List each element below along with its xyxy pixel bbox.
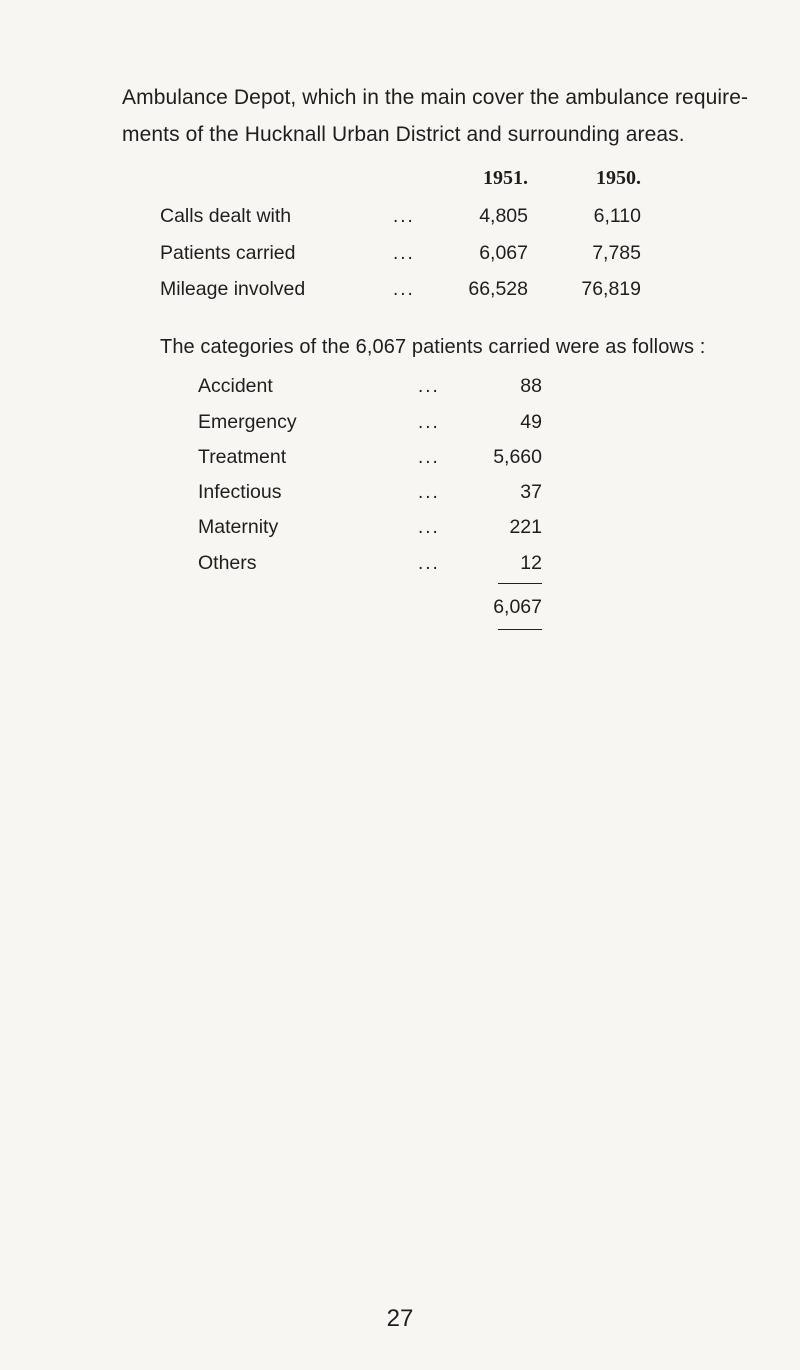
category-label: Maternity	[198, 516, 279, 538]
leader-dots: ...	[418, 517, 440, 538]
summary-value-1950: 76,819	[581, 278, 641, 300]
category-value: 221	[509, 516, 542, 538]
column-header-1950: 1950.	[596, 167, 641, 189]
category-label: Others	[198, 552, 257, 574]
summary-value-1951: 6,067	[479, 242, 528, 264]
category-total: 6,067	[493, 596, 542, 618]
category-value: 88	[520, 375, 542, 397]
intro-line-1: Ambulance Depot, which in the main cover the ambulance require-	[122, 86, 749, 109]
leader-dots: ...	[393, 206, 415, 227]
leader-dots: ...	[393, 279, 415, 300]
leader-dots: ...	[418, 412, 440, 433]
total-rule-bottom	[498, 629, 542, 630]
page-number: 27	[386, 1305, 414, 1332]
summary-value-1951: 4,805	[479, 205, 528, 227]
intro-line-2: ments of the Hucknall Urban District and surrounding areas.	[122, 123, 685, 146]
total-rule-top	[498, 583, 542, 584]
category-value: 49	[520, 411, 542, 433]
summary-row-label: Patients carried	[160, 242, 296, 264]
category-label: Treatment	[198, 446, 287, 468]
summary-row-label: Mileage involved	[160, 278, 306, 300]
category-label: Emergency	[198, 411, 297, 433]
category-label: Accident	[198, 375, 273, 397]
category-value: 37	[520, 481, 542, 503]
categories-intro: The categories of the 6,067 patients carried were as follows :	[160, 336, 706, 358]
leader-dots: ...	[418, 447, 440, 468]
category-value: 5,660	[493, 446, 542, 468]
column-header-1951: 1951.	[483, 167, 528, 189]
leader-dots: ...	[393, 243, 415, 264]
category-value: 12	[520, 552, 542, 574]
summary-value-1950: 6,110	[593, 205, 641, 227]
summary-row-label: Calls dealt with	[160, 205, 292, 227]
leader-dots: ...	[418, 482, 440, 503]
category-label: Infectious	[198, 481, 282, 503]
summary-value-1950: 7,785	[592, 242, 641, 264]
summary-value-1951: 66,528	[468, 278, 528, 300]
leader-dots: ...	[418, 553, 440, 574]
leader-dots: ...	[418, 376, 440, 397]
